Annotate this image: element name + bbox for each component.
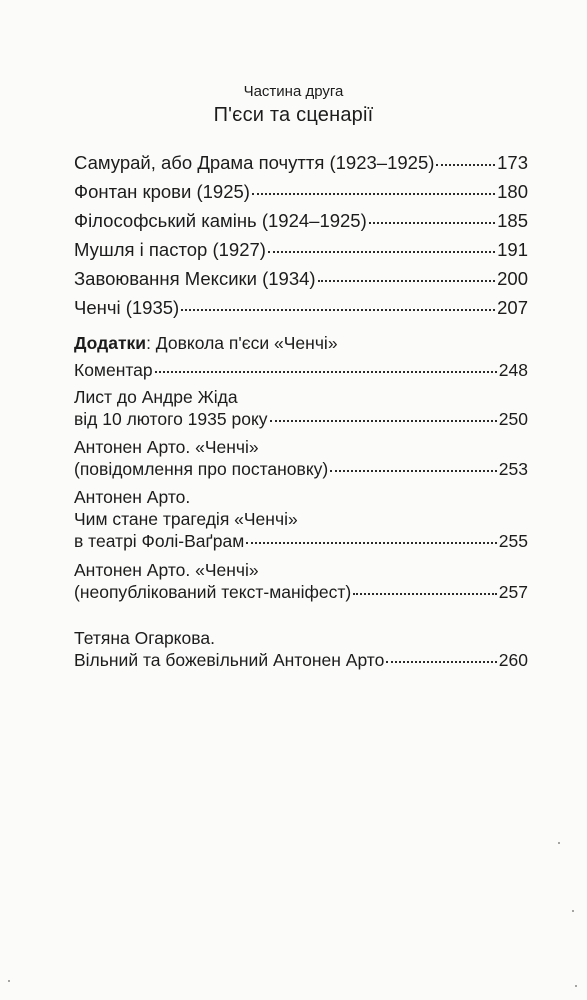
- toc-entry-title-line: Чим стане трагедія «Ченчі»: [74, 509, 298, 529]
- page-number: 173: [497, 152, 528, 173]
- page-number: 253: [498, 459, 528, 479]
- page-number: 191: [497, 239, 528, 260]
- toc-entry-title: Фонтан крови (1925): [74, 181, 250, 202]
- page-number: 185: [497, 210, 528, 231]
- section-title: П'єси та сценарії: [213, 104, 374, 126]
- toc-entry-title-line: (неопублікований текст-маніфест): [74, 582, 352, 602]
- appendix-heading: [74, 332, 528, 354]
- toc-entry-title: Завоювання Мексики (1934): [74, 268, 316, 289]
- appendix-heading-label: Додатки: [74, 333, 147, 353]
- scan-speck: [575, 985, 577, 987]
- toc-entry-cenci[interactable]: [74, 297, 528, 319]
- toc-entry-title-line: в театрі Фолі-Ваґрам: [74, 531, 245, 551]
- toc-entry-title-line: Антонен Арто. «Ченчі»: [74, 560, 259, 580]
- page-number: 180: [497, 181, 528, 202]
- dot-leader: [318, 279, 496, 282]
- dot-leader: [436, 163, 495, 166]
- page-number: 207: [497, 297, 528, 318]
- toc-entry-philosophers-stone[interactable]: [74, 210, 528, 232]
- toc-entry-title-line: (повідомлення про постановку): [74, 459, 329, 479]
- dot-leader: [330, 469, 497, 472]
- toc-entry-title-line: Антонен Арто.: [74, 487, 191, 507]
- toc-entry-title: Мушля і пастор (1927): [74, 239, 266, 260]
- toc-entry-title-line: Вільний та божевільний Антонен Арто: [74, 650, 385, 670]
- toc-entry-commentary[interactable]: [74, 359, 528, 381]
- page-number: 248: [498, 360, 528, 380]
- page-number: 250: [498, 409, 528, 429]
- toc-entry-fountain-of-blood[interactable]: [74, 181, 528, 203]
- dot-leader: [252, 192, 495, 195]
- dot-leader: [268, 250, 495, 253]
- scan-speck: [558, 842, 560, 844]
- page-number: 200: [497, 268, 528, 289]
- toc-entry-title: Ченчі (1935): [74, 297, 180, 318]
- dot-leader: [353, 592, 497, 595]
- dot-leader: [181, 308, 495, 311]
- toc-entry-conquest-of-mexico[interactable]: [74, 268, 528, 290]
- toc-entry-author: Тетяна Огаркова.: [74, 628, 215, 648]
- toc-entry-title-line: Лист до Андре Жіда: [74, 387, 238, 407]
- dot-leader: [246, 541, 497, 544]
- toc-entry-title-line: Антонен Арто. «Ченчі»: [74, 437, 259, 457]
- toc-entry-seashell-and-clergyman[interactable]: [74, 239, 528, 261]
- page-number: 260: [498, 650, 528, 670]
- toc-entry-essay[interactable]: [74, 627, 528, 671]
- dot-leader: [155, 370, 497, 373]
- dot-leader: [270, 419, 497, 422]
- page-number: 255: [498, 531, 528, 551]
- toc-entry-cenci-announcement[interactable]: [74, 436, 528, 480]
- toc-entry-letter-to-gide[interactable]: [74, 386, 528, 430]
- page-number: 257: [498, 582, 528, 602]
- toc-entry-title: Коментар: [74, 360, 153, 380]
- toc-entry-cenci-manifesto[interactable]: [74, 559, 528, 603]
- toc-entry-title-line: від 10 лютого 1935 року: [74, 409, 268, 429]
- dot-leader: [369, 221, 495, 224]
- toc-entry-title: Самурай, або Драма почуття (1923–1925): [74, 152, 435, 173]
- appendix-heading-subtitle: : Довкола п'єси «Ченчі»: [146, 333, 338, 353]
- toc-entry-samurai[interactable]: [74, 152, 528, 174]
- toc-entry-title: Філософський камінь (1924–1925): [74, 210, 367, 231]
- toc-entry-cenci-folies-wagram[interactable]: [74, 486, 528, 552]
- part-title: Частина друга: [243, 83, 344, 100]
- scan-speck: [8, 980, 10, 982]
- scan-speck: [572, 910, 574, 912]
- dot-leader: [386, 660, 496, 663]
